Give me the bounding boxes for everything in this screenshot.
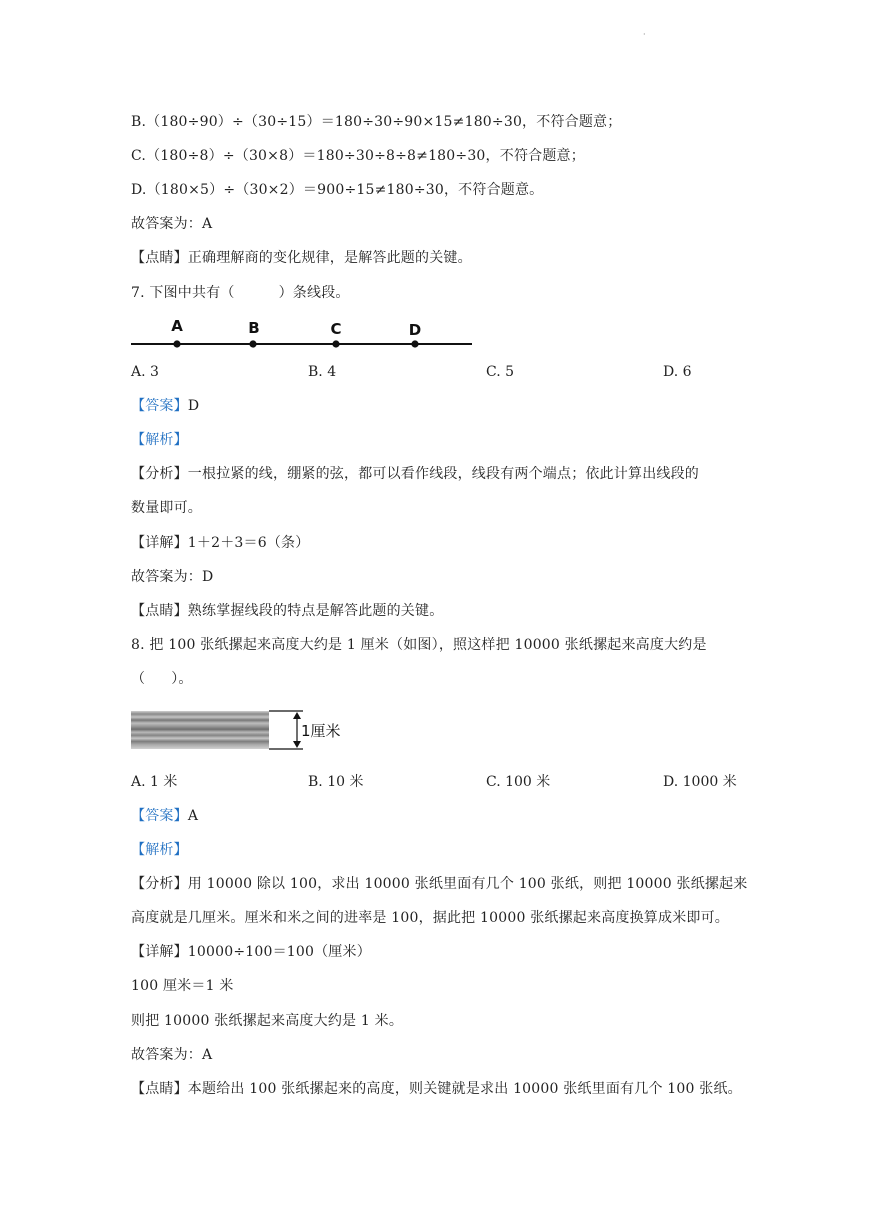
q7-point-c <box>332 340 339 347</box>
option-c-explanation: C.（180÷8）÷（30×8）＝180÷30÷8÷8≠180÷30，不符合题意； <box>131 148 585 164</box>
q8-xiangjie: 【详解】10000÷100＝100（厘米） <box>131 944 371 960</box>
q6-dianjing: 【点睛】正确理解商的变化规律，是解答此题的关键。 <box>131 250 472 266</box>
q7-stem <box>131 283 350 303</box>
q7-conclusion: 故答案为：D <box>131 569 214 585</box>
q7-analysis-tag: 【解析】 <box>131 432 188 448</box>
height-label: 1厘米 <box>301 722 341 740</box>
q7-point-d <box>411 340 418 347</box>
q7-xiangjie: 【详解】1＋2＋3＝6（条） <box>131 535 310 551</box>
q8-option-b: B. 10 米 <box>308 774 364 790</box>
option-d-explanation: D.（180×5）÷（30×2）＝900÷15≠180÷30，不符合题意。 <box>131 182 544 198</box>
q7-fenxi-line-1: 【分析】一根拉紧的线，绷紧的弦，都可以看作线段，线段有两个端点；依此计算出线段的 <box>131 466 699 482</box>
q8-option-a: A. 1 米 <box>131 774 178 790</box>
q7-answer <box>131 396 199 416</box>
arrow-up-head <box>293 712 301 719</box>
q8-stem-line-2 <box>131 669 193 689</box>
q8-stem-open: （ <box>131 671 146 687</box>
q7-option-c: C. 5 <box>486 364 515 380</box>
q7-answer-tag: 【答案】 <box>131 398 188 414</box>
q7-label-a: A <box>171 317 183 335</box>
q8-step-3: 则把 10000 张纸摞起来高度大约是 1 米。 <box>131 1013 404 1029</box>
q7-point-b <box>249 340 256 347</box>
header-mark: · <box>643 30 646 39</box>
q7-label-c: C <box>330 320 342 338</box>
q7-label-b: B <box>248 319 260 337</box>
q8-answer <box>131 806 198 826</box>
option-b-explanation: B.（180÷90）÷（30÷15）＝180÷30÷90×15≠180÷30，不符合题意； <box>131 114 622 130</box>
q8-step-2: 100 厘米＝1 米 <box>131 978 234 994</box>
arrow-down-head <box>293 741 301 748</box>
q7-answer-value: D <box>187 398 200 414</box>
q7-label-d: D <box>408 321 422 339</box>
q7-line-figure <box>131 313 476 353</box>
q7-stem-end: ）条线段。 <box>278 285 350 301</box>
q8-option-d: D. 1000 米 <box>663 774 737 790</box>
q8-dianjing: 【点睛】本题给出 100 张纸摞起来的高度，则关键就是求出 10000 张纸里面有几个 100 张纸。 <box>131 1081 742 1097</box>
q7-option-d: D. 6 <box>663 364 692 380</box>
q8-answer-tag: 【答案】 <box>131 808 188 824</box>
paper-stack <box>131 711 269 749</box>
q8-option-c: C. 100 米 <box>486 774 551 790</box>
q7-stem-start: 7. 下图中共有（ <box>131 285 235 301</box>
q8-paper-stack-figure <box>131 708 351 752</box>
q7-point-a <box>173 340 180 347</box>
q7-dianjing: 【点睛】熟练掌握线段的特点是解答此题的关键。 <box>131 603 444 619</box>
q8-answer-value: A <box>187 808 199 824</box>
q7-fenxi-line-2: 数量即可。 <box>131 500 202 516</box>
q8-fenxi-line-1: 【分析】用 10000 除以 100，求出 10000 张纸里面有几个 100 张纸，则把 10000 张纸摞起来 <box>131 876 748 892</box>
q8-conclusion: 故答案为：A <box>131 1047 213 1063</box>
q7-option-b: B. 4 <box>308 364 337 380</box>
q8-analysis-tag: 【解析】 <box>131 842 188 858</box>
q7-option-a: A. 3 <box>131 364 159 380</box>
q8-stem-close: ）。 <box>171 671 193 687</box>
q8-stem-line-1: 8. 把 100 张纸摞起来高度大约是 1 厘米（如图），照这样把 10000 张纸摞起来高度大约是 <box>131 637 707 653</box>
q6-conclusion: 故答案为：A <box>131 216 213 232</box>
q8-fenxi-line-2: 高度就是几厘米。厘米和米之间的进率是 100，据此把 10000 张纸摞起来高度换算成米即可。 <box>131 910 730 926</box>
